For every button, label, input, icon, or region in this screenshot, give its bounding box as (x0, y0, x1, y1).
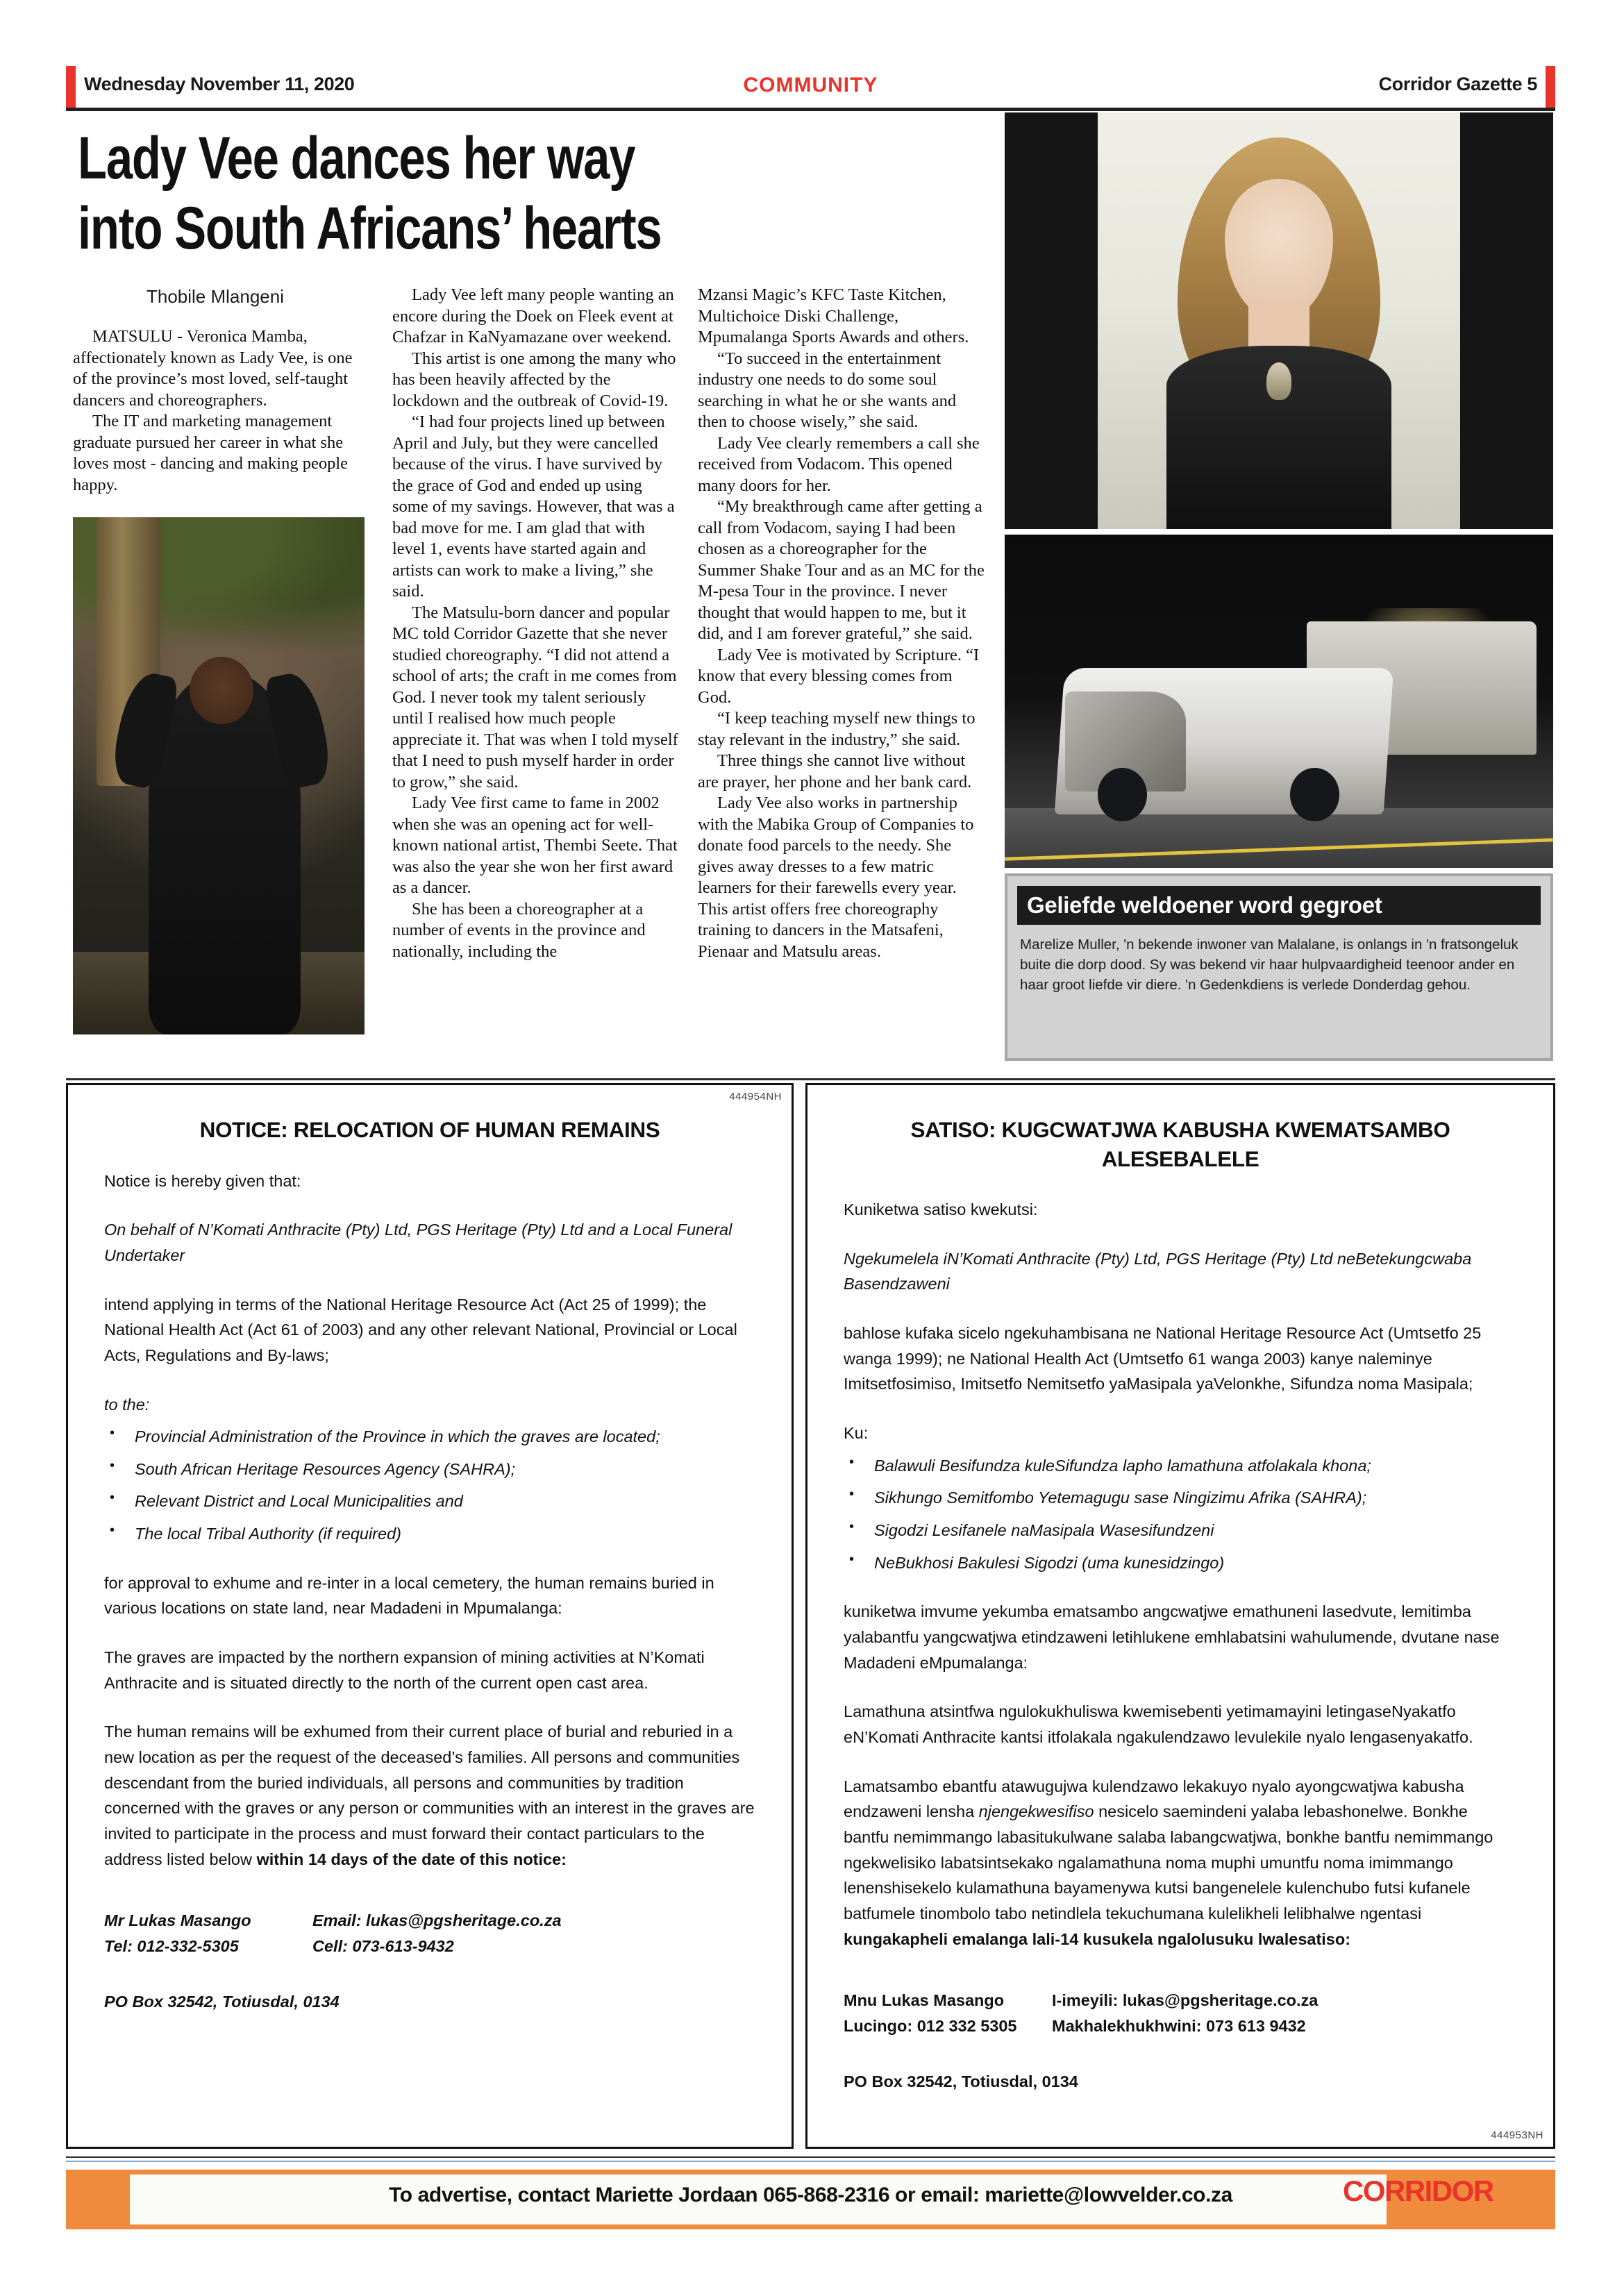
masthead-date: Wednesday November 11, 2020 (84, 74, 355, 94)
contact-email: Email: lukas@pgsheritage.co.za (312, 1911, 562, 1930)
notice-relocation-english (66, 1083, 794, 2149)
masthead-section: COMMUNITY (743, 74, 878, 97)
caption-title: Geliefde weldoener word gegroet (1017, 886, 1541, 925)
notice-reference-code: 444954NH (729, 1091, 782, 1103)
contact-name: Mr Lukas Masango (104, 1911, 251, 1930)
contact-tel: Tel: 012-332-5305 (104, 1936, 239, 1955)
deadline-emphasis: kungakapheli emalanga lali-14 kusukela ngalolusuku lwalesatiso: (844, 1929, 1351, 1948)
contact-pobox: PO Box 32542, Totiusdal, 0134 (844, 2072, 1078, 2091)
masthead (66, 66, 1555, 109)
paragraph: “I had four projects lined up between April and July, but they were cancelled because of the virus. I have survived by the grace of God and ended up using some of my savings. However, that was a bad move for me. I am glad that with level 1, events have started again and artists can work to make a living,” she said. (392, 412, 675, 601)
contact-left (104, 1908, 312, 1959)
paragraph: She has been a choreographer at a number of events in the province and nationally, including the (392, 899, 646, 961)
paragraph: to the: (104, 1395, 150, 1414)
article-column-2 (392, 285, 680, 962)
paragraph: Lady Vee is motivated by Scripture. “I know that every blessing comes from God. (698, 645, 980, 707)
article-byline: Thobile Mlangeni (146, 286, 284, 307)
article-bottom-rule (66, 1078, 1555, 1080)
paragraph: Ku: (844, 1424, 869, 1443)
contact-pobox: PO Box 32542, Totiusdal, 0134 (104, 1993, 340, 2011)
paragraph: Lamathuna atsintfwa ngulokukhuliswa kwemisebenti yetimamayini letingaseNyakatfo eN’Komati Anthracite kantsi itfolakala ngakulendzawo levulekile nyalo lengasenyakatfo. (844, 1702, 1473, 1746)
paragraph: The graves are impacted by the northern expansion of mining activities at N’Komati Anthracite and is situated directly to the north of the current open cast area. (104, 1648, 705, 1692)
notice-contact-block (844, 1988, 1517, 2038)
contact-cell: Makhalekhukhwini: 073 613 9432 (1052, 2016, 1306, 2035)
paragraph: Lady Vee left many people wanting an encore during the Doek on Fleek event at Chafzar in KaNyamazane over weekend. (392, 285, 674, 346)
photo-car-accident-scene (1005, 535, 1553, 868)
footer-advertise-bar[interactable] (66, 2170, 1555, 2229)
paragraph: Kuniketwa satiso kwekutsi: (844, 1200, 1038, 1219)
contact-cell: Cell: 073-613-9432 (312, 1936, 454, 1955)
list-item: • South African Heritage Resources Agency (SAHRA); (104, 1457, 755, 1482)
paragraph: Three things she cannot live without are prayer, her phone and her bank card. (698, 751, 972, 791)
contact-right (1052, 1988, 1318, 2038)
contact-right (312, 1908, 562, 1959)
list-item: • Balawuli Besifundza kuleSifundza lapho lamathuna atfolakala khona; (844, 1453, 1517, 1479)
list-item: • Sigodzi Lesifanele naMasipala Wasesifundzeni (844, 1518, 1517, 1543)
list-item: • Relevant District and Local Municipalities and (104, 1489, 755, 1514)
list-item: • The local Tribal Authority (if required) (104, 1521, 755, 1547)
logo-subtitle: GAZETTE (1453, 2207, 1523, 2222)
paragraph (844, 1774, 1517, 1952)
corridor-gazette-logo (1343, 2177, 1523, 2224)
notice-body (807, 1197, 1553, 2095)
paragraph: “To succeed in the entertainment industry one needs to do some soul searching in what he or she wants and then to choose wisely,” she said. (698, 349, 957, 431)
footer-rule-accent (66, 2161, 1555, 2162)
contact-email: I-imeyili: lukas@pgsheritage.co.za (1052, 1991, 1319, 2010)
emphasis-word: njengekwesifiso (978, 1802, 1094, 1821)
paragraph: Mzansi Magic’s KFC Taste Kitchen, Multichoice Diski Challenge, Mpumalanga Sports Awards and others. (698, 285, 969, 346)
photo-lady-vee-dancer (73, 517, 365, 1034)
paragraph: Notice is hereby given that: (104, 1171, 301, 1190)
paragraph: “I keep teaching myself new things to stay relevant in the industry,” she said. (698, 709, 976, 749)
list-item: • Sikhungo Semitfombo Yetemagugu sase Ningizimu Afrika (SAHRA); (844, 1485, 1517, 1511)
article-column-1 (73, 326, 365, 496)
notice-bullet-list (104, 1424, 755, 1547)
paragraph: for approval to exhume and re-inter in a local cemetery, the human remains buried in various locations on state land, near Madadeni in Mpumalanga: (104, 1573, 714, 1618)
paragraph: Lady Vee clearly remembers a call she received from Vodacom. This opened many doors for her. (698, 433, 980, 495)
list-item: • Provincial Administration of the Province in which the graves are located; (104, 1424, 755, 1450)
list-item: • NeBukhosi Bakulesi Sigodzi (uma kunesidzingo) (844, 1550, 1517, 1576)
paragraph: Lady Vee also works in partnership with the Mabika Group of Companies to donate food parcels to the needy. She gives away dresses to a few matric learners for their farewells every year. This artist offers free choreography training to dancers in the Matsafeni, Pienaar and Matsulu areas. (698, 794, 974, 961)
footer-rule (66, 2156, 1555, 2158)
notice-relocation-siswati (805, 1083, 1555, 2149)
headline-line-2: into South Africans’ hearts (78, 194, 662, 262)
notice-body (68, 1168, 792, 2015)
paragraph-text: The human remains will be exhumed from their current place of burial and reburied in a new location as per the request of the deceased’s families. All persons and communities descendant from the buried individuals, all persons and communities by tradition concerned with the graves or any person or communities with an interest in the graves are invited to participate in the process and must forward their contact particulars to the address listed below (104, 1723, 755, 1868)
paragraph: On behalf of N’Komati Anthracite (Pty) Ltd, PGS Heritage (Pty) Ltd and a Local Funeral Undertaker (104, 1221, 733, 1264)
paragraph: kuniketwa imvume yekumba ematsambo angcwatjwe emathuneni lasedvute, lemitimba yalabantfu yangcwatjwa etindzaweni letihlukene emhlabatsini wahulumende, dvutane nase Madadeni eMpumalanga: (844, 1602, 1500, 1672)
contact-name: Mnu Lukas Masango (844, 1991, 1005, 2010)
paragraph-text: nesicelo saemindeni yalaba lebashonelwe. Bonkhe bantfu nemimmango labasitukulwane salaba labangcwatjwa, bonkhe bantfu nemimmango ngekwelisiko labatsintsekako ngalamathuna noma muphi umuntfu noma imimmango lenenshisekelo kulamathuna bayamenywa kutsi bangenelele kulenchubo futsi kufanele batfumele tinombolo tabo netindlela tekuchumana kulelikheli lelibhalwe ngentasi (844, 1802, 1493, 1922)
contact-tel: Lucingo: 012 332 5305 (844, 2016, 1017, 2035)
photo-marelize-muller-portrait (1005, 112, 1553, 529)
paragraph: This artist is one among the many who has been heavily affected by the lockdown and the outbreak of Covid-19. (392, 349, 676, 410)
logo-title: CORRIDOR (1343, 2175, 1493, 2207)
paragraph: The Matsulu-born dancer and popular MC told Corridor Gazette that she never studied choreography. “I did not attend a school of arts; the craft in me comes from God. I never took my talent seriously until I realised how much people appreciate it. That was when I told myself that I need to push myself harder in order to grow,” she said. (392, 603, 678, 791)
notice-title: NOTICE: RELOCATION OF HUMAN REMAINS (199, 1117, 660, 1142)
paragraph: bahlose kufaka sicelo ngekuhambisana ne National Heritage Resource Act (Umtsetfo 25 wanga 1999); ne National Health Act (Umtsetfo 61 wanga 2003) kanye naleminye Imitsetfosimiso, Imitsetfo Nemitsetfo yaMasipala yaVelonkhe, Sifundza noma Masipala; (844, 1324, 1482, 1393)
caption-text: Marelize Muller, 'n bekende inwoner van Malalane, is onlangs in 'n fratsongeluk buite die dorp dood. Sy was bekend vir haar hulpvaardigheid teenoor ander en haar groot liefde vir diere. 'n Gedenkdiens is verlede Donderdag gehou. (1020, 937, 1518, 994)
notice-contact-block (104, 1908, 755, 1959)
masthead-publication-page: Corridor Gazette 5 (1378, 74, 1537, 94)
notice-title: SATISO: KUGCWATJWA KABUSHA KWEMATSAMBO ALESEBALELE (910, 1117, 1450, 1171)
contact-left (844, 1988, 1052, 2038)
paragraph: Lady Vee first came to fame in 2002 when she was an opening act for well-known national artist, Thembi Seete. That was also the year she won her first award as a dancer. (392, 794, 678, 897)
masthead-rule (66, 108, 1555, 111)
paragraph: Ngekumelela iN’Komati Anthracite (Pty) Ltd, PGS Heritage (Pty) Ltd neBetekungcwaba Basendzaweni (844, 1249, 1472, 1293)
paragraph (104, 1719, 755, 1872)
paragraph: The IT and marketing management graduate pursued her career in what she loves most - dancing and making people happy. (73, 412, 348, 494)
notice-bullet-list (844, 1453, 1517, 1576)
article-column-3 (698, 285, 986, 962)
paragraph: “My breakthrough came after getting a call from Vodacom, saying I had been chosen as a choreographer for the Summer Shake Tour and as an MC for the M-pesa Tour in the province. I never thought that would happen to me, but it did, and I am forever grateful,” she said. (698, 497, 985, 643)
paragraph: intend applying in terms of the National Heritage Resource Act (Act 25 of 1999); the National Health Act (Act 61 of 2003) and any other relevant National, Provincial or Local Acts, Regulations and By-laws; (104, 1295, 737, 1364)
page-title (78, 124, 989, 263)
paragraph-text: Lamatsambo ebantfu atawugujwa kulendzawo lekakuyo nyalo ayongcwatjwa kabusha endzaweni lensha (844, 1777, 1464, 1821)
headline-line-1: Lady Vee dances her way (78, 125, 635, 192)
footer-advertise-text: To advertise, contact Mariette Jordaan 065-868-2316 or email: mariette@lowvelder.co.za (389, 2184, 1232, 2206)
deadline-emphasis: within 14 days of the date of this notice: (256, 1850, 567, 1868)
photo-caption-box (1005, 873, 1553, 1061)
notice-reference-code: 444953NH (1491, 2129, 1543, 2141)
paragraph: MATSULU - Veronica Mamba, affectionately known as Lady Vee, is one of the province’s most loved, self-taught dancers and choreographers. (73, 327, 353, 410)
